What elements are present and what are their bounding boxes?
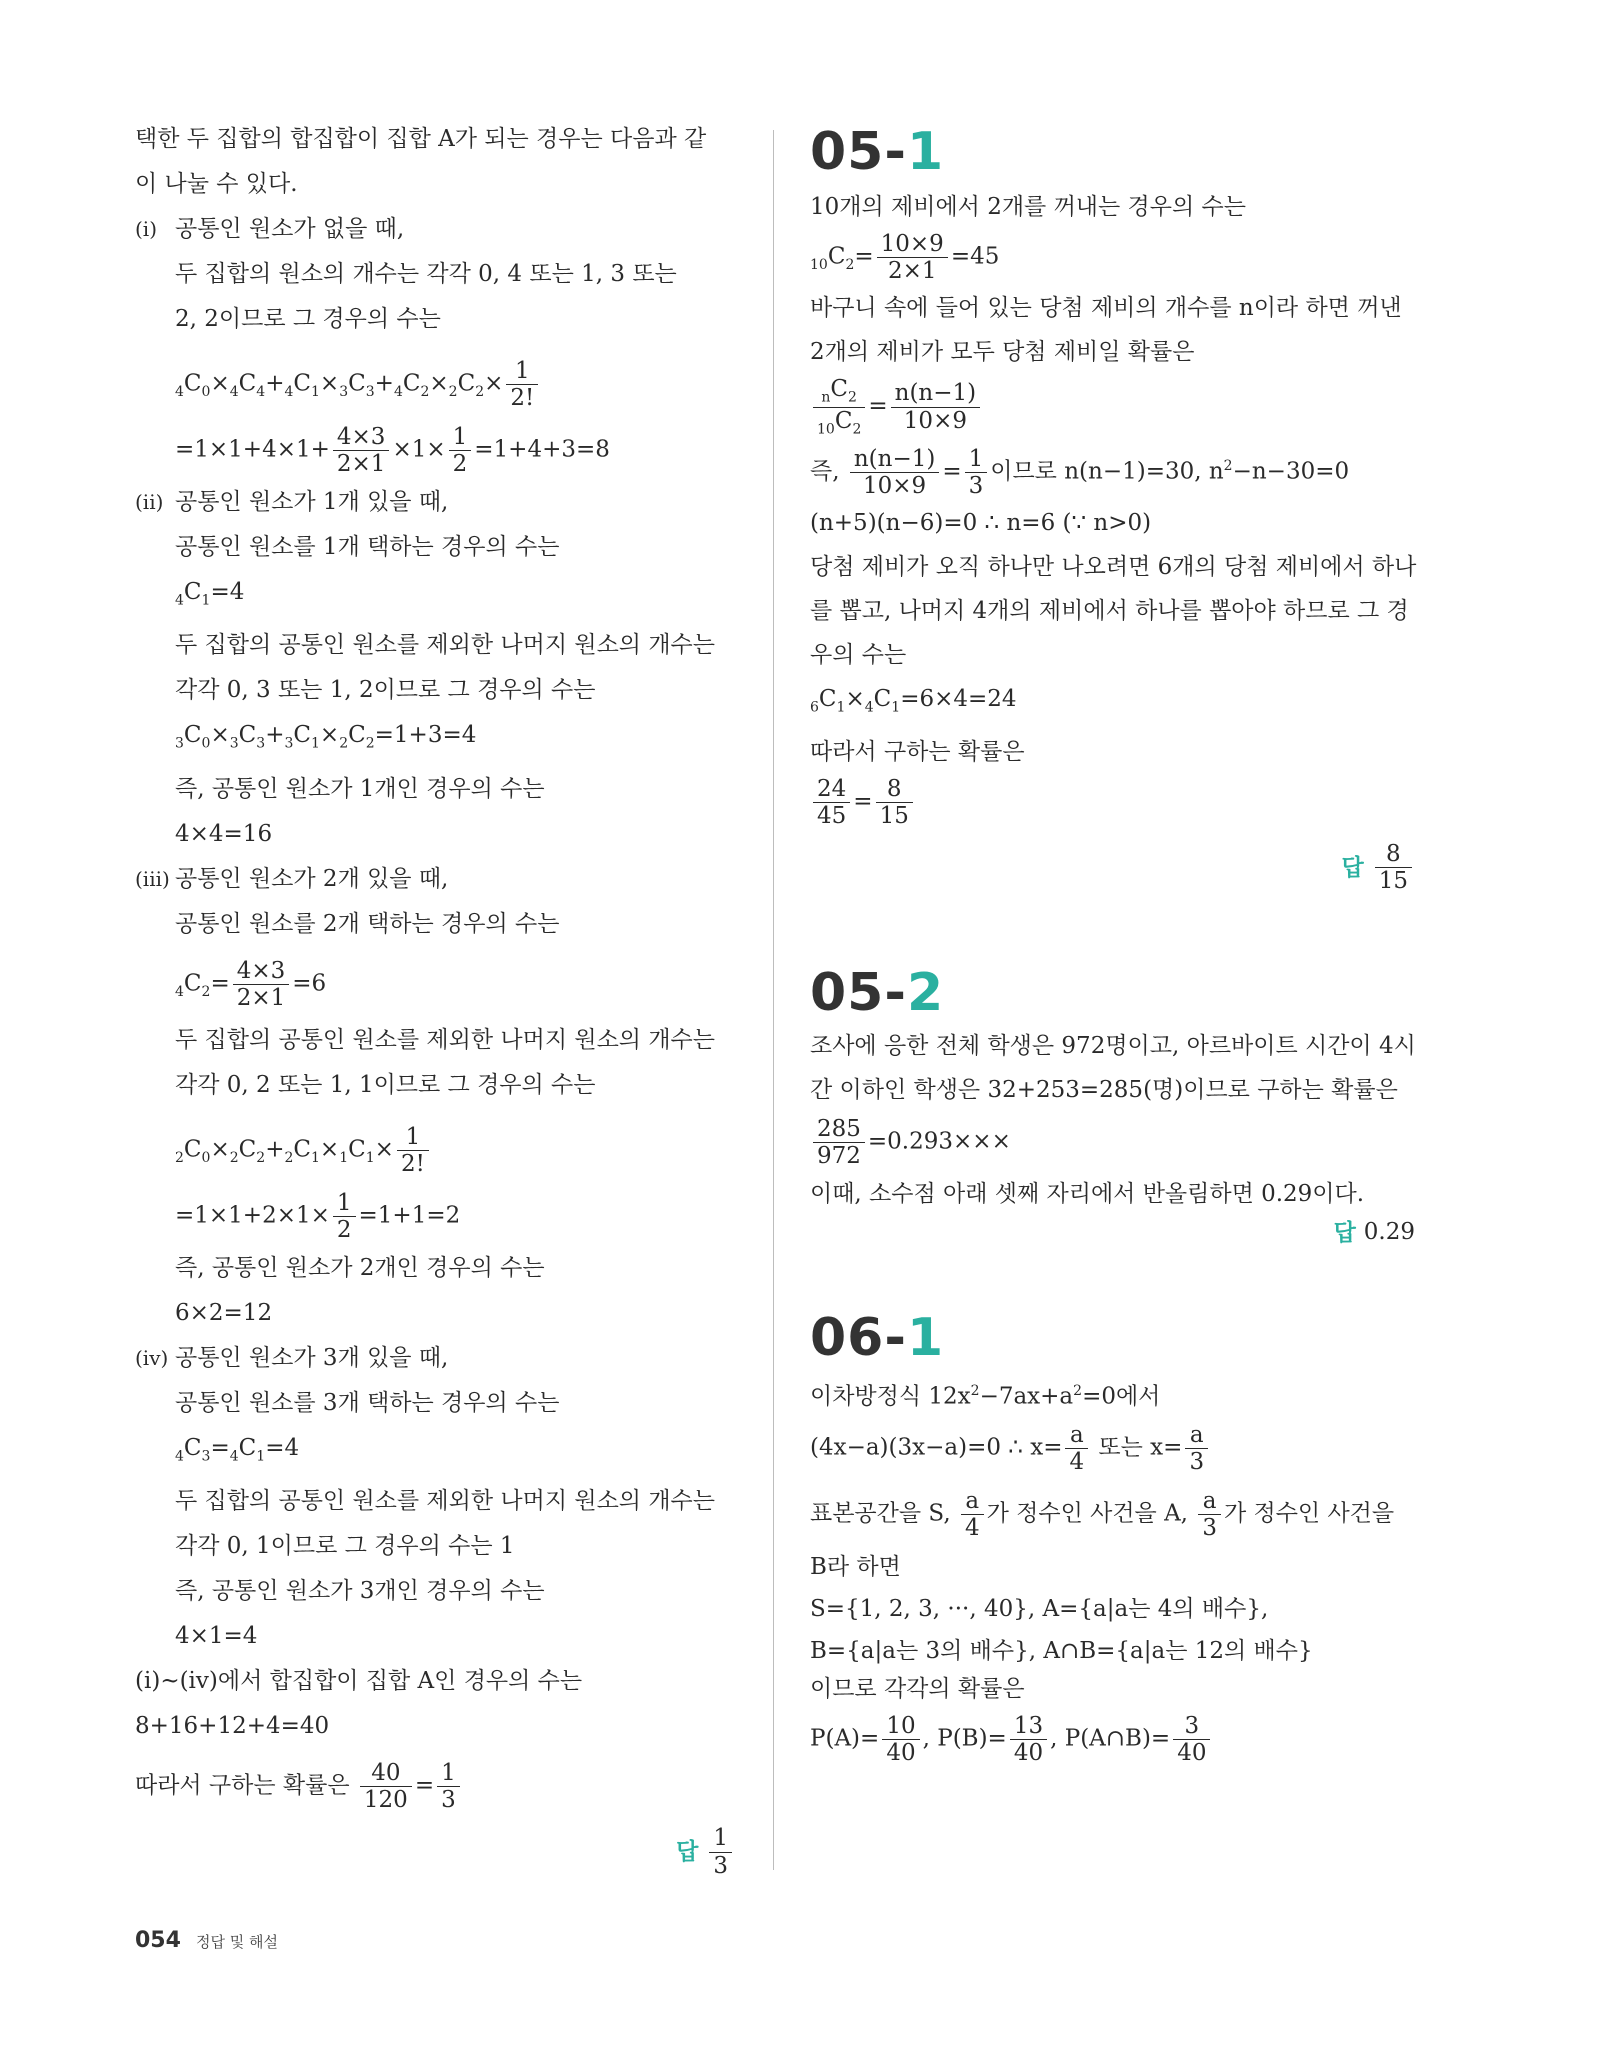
formula-line: $\frac{285}{972}$ =0.293××× (810, 1117, 1415, 1168)
text-line: 각각 0, 3 또는 1, 2이므로 그 경우의 수는 (175, 677, 596, 704)
formula-line: =1×1+4×1+ $\frac{4\times 3}{2\times 1}$ ×1× $\frac{1}{2}$ =1+4+3=8 (175, 424, 610, 478)
text-line: 이때, 소수점 아래 셋째 자리에서 반올림하면 0.29이다. (810, 1180, 1365, 1207)
page-number: 054 (135, 1928, 181, 1953)
formula-line: $\frac{_nC_2}{_{10}C_2}$ = $\frac{n(n-1)}{10\times 9}$ (810, 377, 1415, 437)
text-line: S={1, 2, 3, ···, 40}, A={a|a는 4의 배수}, (810, 1595, 1269, 1622)
text-line: 공통인 원소를 3개 택하는 경우의 수는 (175, 1389, 560, 1416)
problem-heading-06-1: 06-1 (810, 1307, 945, 1368)
formula-line: $_4C_1=4$ (175, 578, 245, 609)
text-line: 이므로 각각의 확률은 (810, 1675, 1025, 1702)
text-line: 즉, 공통인 원소가 3개인 경우의 수는 (175, 1578, 545, 1605)
answer-05-2: 답 0.29 (1333, 1218, 1415, 1246)
problem-heading-05-1: 05-1 (810, 122, 945, 182)
case-iv-title: (iv) 공통인 원소가 3개 있을 때, (135, 1344, 449, 1371)
text-line: 공통인 원소를 1개 택하는 경우의 수는 (175, 533, 560, 560)
formula-line: 즉, $\frac{n(n-1)}{10\times 9}$ = $\frac{1}{3}$ 이므로 n(n−1)=30, $n^2-n-30=0$ (810, 445, 1350, 499)
case-iii-title: (iii) 공통인 원소가 2개 있을 때, (135, 865, 449, 892)
text-line: B라 하면 (810, 1553, 901, 1580)
text-line: 2, 2이므로 그 경우의 수는 (175, 306, 441, 332)
summary-line: (i)~(iv)에서 합집합이 집합 A인 경우의 수는 (135, 1668, 583, 1695)
case-marker: (iii) (135, 866, 170, 891)
formula-line: $_4C_2=$ $\frac{4\times 3}{2\times 1}$ =6 (175, 957, 327, 1011)
formula-line: $_4C_3=_4C_1=4$ (175, 1434, 300, 1465)
text-line: 택한 두 집합의 합집합이 집합 A가 되는 경우는 다음과 같 (135, 126, 707, 152)
text-line: 8+16+12+4=40 (135, 1713, 330, 1740)
text-line: 조사에 응한 전체 학생은 972명이고, 아르바이트 시간이 4시 (810, 1033, 1416, 1060)
text-line: 따라서 구하는 확률은 (810, 738, 1025, 765)
formula-line: $_2C_0\times_2C_2+_2C_1\times_1C_1\times$ $\frac{1}{2!}$ (135, 1125, 735, 1176)
formula-line: 이차방정식 $12x^2-7ax+a^2=0$에서 (810, 1382, 1161, 1410)
text-line: 각각 0, 1이므로 그 경우의 수는 1 (175, 1533, 515, 1560)
text-line: 두 집합의 원소의 개수는 각각 0, 4 또는 1, 3 또는 (175, 261, 677, 287)
page-footer (135, 1928, 278, 1953)
text-line: 4×1=4 (175, 1623, 258, 1650)
formula-line: =1×1+2×1× $\frac{1}{2}$ =1+1=2 (175, 1190, 461, 1244)
formula-line: 따라서 구하는 확률은 $\frac{40}{120}$ = $\frac{1}{3}$ (135, 1761, 735, 1812)
text-line: 10개의 제비에서 2개를 꺼내는 경우의 수는 (810, 194, 1246, 220)
formula-line: $_4C_0\times_4C_4+_4C_1\times_3C_3+_4C_2\times_2C_2\times$ $\frac{1}{2!}$ (135, 359, 735, 410)
formula-line: P(A)= $\frac{10}{40}$ , P(B)= $\frac{13}{40}$ , P(A∩B)= $\frac{3}{40}$ (810, 1714, 1415, 1765)
text-line: 우의 수는 (810, 642, 907, 669)
formula-line: $_{10}C_2=$ $\frac{10\times 9}{2\times 1}$ =45 (810, 231, 1000, 285)
case-ii-title: (ii) 공통인 원소가 1개 있을 때, (135, 488, 449, 515)
text-line: 바구니 속에 들어 있는 당첨 제비의 개수를 n이라 하면 꺼낸 (810, 295, 1402, 322)
text-line: B={a|a는 3의 배수}, A∩B={a|a는 12의 배수} (810, 1637, 1313, 1664)
case-i-title: (i) 공통인 원소가 없을 때, (135, 216, 405, 242)
text-line: 즉, 공통인 원소가 2개인 경우의 수는 (175, 1254, 545, 1281)
problem-heading-05-2: 05-2 (810, 963, 945, 1024)
text-line: 공통인 원소를 2개 택하는 경우의 수는 (175, 910, 560, 937)
case-marker: (i) (135, 217, 158, 241)
text-line: 6×2=12 (175, 1299, 273, 1326)
footer-title: 정답 및 해설 (196, 1933, 279, 1951)
text-line: 간 이하인 학생은 32+253=285(명)이므로 구하는 확률은 (810, 1077, 1398, 1104)
text-line: 각각 0, 2 또는 1, 1이므로 그 경우의 수는 (175, 1072, 596, 1099)
case-marker: (ii) (135, 489, 164, 514)
formula-line: $\frac{24}{45}$ = $\frac{8}{15}$ (810, 777, 1415, 828)
case-marker: (iv) (135, 1345, 169, 1370)
column-divider (773, 130, 774, 1870)
text-line: 두 집합의 공통인 원소를 제외한 나머지 원소의 개수는 (175, 632, 715, 659)
formula-line: $_6C_1\times_4C_1=6\times 4=24$ (810, 686, 1017, 716)
text-line: 4×4=16 (175, 820, 273, 847)
text-line: 를 뽑고, 나머지 4개의 제비에서 하나를 뽑아야 하므로 그 경 (810, 598, 1409, 625)
formula-line: (4x−a)(3x−a)=0 ∴ x= $\frac{a}{4}$ 또는 x= $\frac{a}{3}$ (810, 1423, 1415, 1474)
answer-05-1: 답 $\frac{8}{15}$ (810, 842, 1415, 893)
text-line: 당첨 제비가 오직 하나만 나오려면 6개의 당첨 제비에서 하나 (810, 554, 1417, 581)
text-line: 2개의 제비가 모두 당첨 제비일 확률은 (810, 339, 1195, 366)
formula-line: (n+5)(n−6)=0 ∴ n=6 (∵ n>0) (810, 510, 1152, 537)
answer-left: 답 $\frac{1}{3}$ (135, 1826, 735, 1877)
text-line: 즉, 공통인 원소가 1개인 경우의 수는 (175, 775, 545, 802)
text-line: 이 나눌 수 있다. (135, 171, 298, 197)
right-column (810, 124, 1415, 1765)
text-line: 두 집합의 공통인 원소를 제외한 나머지 원소의 개수는 (175, 1488, 715, 1515)
formula-line: 표본공간을 S, $\frac{a}{4}$ 가 정수인 사건을 A, $\frac{a}{3}$ 가 정수인 사건을 (810, 1487, 1395, 1541)
left-column (135, 124, 735, 1879)
text-line: 두 집합의 공통인 원소를 제외한 나머지 원소의 개수는 (175, 1027, 715, 1054)
formula-line: $_3C_0\times_3C_3+_3C_1\times_2C_2=1+3=4$ (175, 722, 477, 752)
